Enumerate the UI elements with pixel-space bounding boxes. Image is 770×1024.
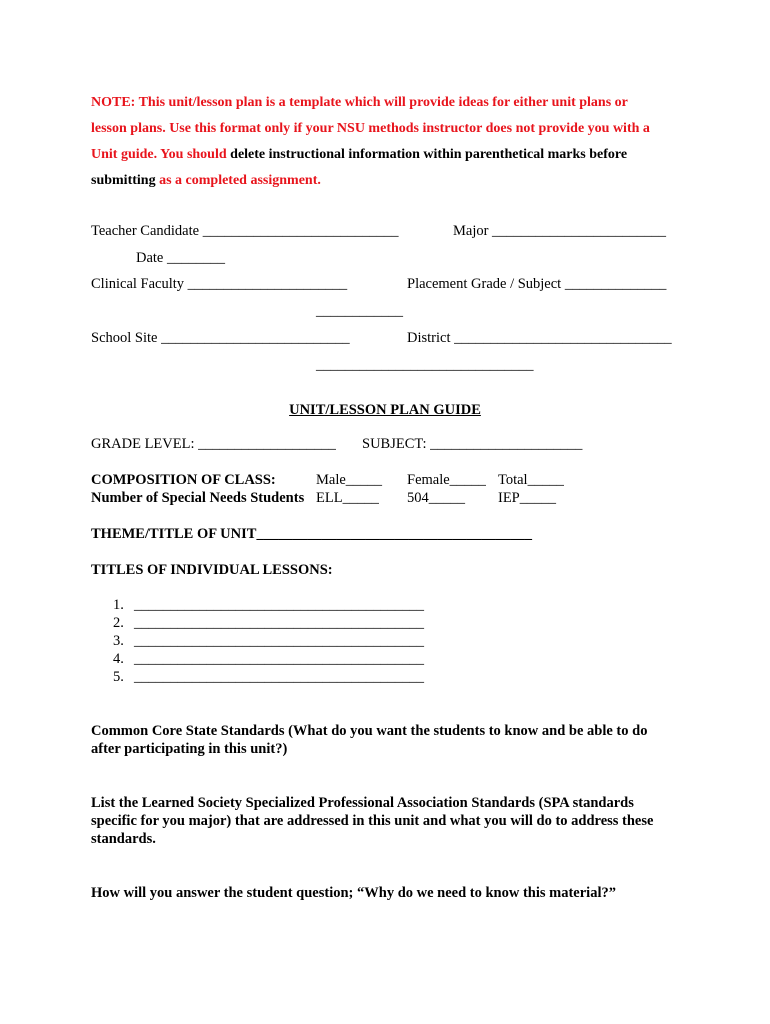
guide-title: UNIT/LESSON PLAN GUIDE	[289, 402, 481, 418]
lesson-number: 4.	[113, 651, 124, 667]
why-question: How will you answer the student question; “Why do we need to know this material?”	[91, 885, 616, 901]
note-line-4	[91, 168, 691, 194]
spa-question-line-1: List the Learned Society Specialized Professional Association Standards (SPA standards	[91, 795, 634, 811]
lesson-number: 1.	[113, 597, 124, 613]
teacher-candidate-field[interactable]: Teacher Candidate ___________________________	[91, 223, 399, 239]
504-field[interactable]: 504_____	[407, 490, 465, 506]
date-field[interactable]: Date ________	[136, 250, 225, 266]
ell-field[interactable]: ELL_____	[316, 490, 379, 506]
lesson-number: 2.	[113, 615, 124, 631]
lesson-title-line[interactable]: ________________________________________	[134, 615, 424, 631]
major-field[interactable]: Major ________________________	[453, 223, 667, 239]
lesson-title-line[interactable]: ________________________________________	[134, 651, 424, 667]
note-line-4-red: as a completed assignment.	[159, 173, 321, 188]
template-note	[91, 90, 691, 194]
district-field-continued[interactable]: ______________________________	[316, 357, 534, 373]
composition-label: COMPOSITION OF CLASS:	[91, 472, 276, 488]
note-line-1: NOTE: This unit/lesson plan is a template which will provide ideas for either unit plans or	[91, 95, 628, 110]
grade-level-field[interactable]: GRADE LEVEL: ___________________	[91, 436, 336, 452]
ccss-question-line-2: after participating in this unit?)	[91, 741, 288, 757]
placement-field[interactable]: Placement Grade / Subject ______________	[407, 276, 667, 292]
ccss-question-line-1: Common Core State Standards (What do you want the students to know and be able to do	[91, 723, 648, 739]
lesson-number: 3.	[113, 633, 124, 649]
spa-question	[91, 794, 691, 848]
lessons-title: TITLES OF INDIVIDUAL LESSONS:	[91, 562, 333, 578]
lesson-title-line[interactable]: ________________________________________	[134, 597, 424, 613]
female-field[interactable]: Female_____	[407, 472, 486, 488]
clinical-faculty-field[interactable]: Clinical Faculty ______________________	[91, 276, 348, 292]
iep-field[interactable]: IEP_____	[498, 490, 556, 506]
note-line-3-black: delete instructional information within parenthetical marks before	[230, 147, 628, 162]
spa-question-line-2: specific for you major) that are addressed in this unit and what you will do to address these	[91, 813, 654, 829]
lesson-title-line[interactable]: ________________________________________	[134, 633, 424, 649]
note-line-3-red: Unit guide. You should	[91, 147, 231, 162]
placement-field-continued[interactable]: ____________	[316, 303, 403, 319]
subject-field[interactable]: SUBJECT: _____________________	[362, 436, 583, 452]
note-line-4-black: submitting	[91, 173, 160, 188]
lesson-title-line[interactable]: ________________________________________	[134, 669, 424, 685]
theme-title-field[interactable]: THEME/TITLE OF UNIT______________________________________	[91, 526, 532, 542]
note-line-2: lesson plans. Use this format only if your NSU methods instructor does not provide you with a	[91, 121, 650, 136]
male-field[interactable]: Male_____	[316, 472, 383, 488]
school-site-field[interactable]: School Site __________________________	[91, 330, 350, 346]
total-field[interactable]: Total_____	[498, 472, 564, 488]
spa-question-line-3: standards.	[91, 831, 156, 847]
lesson-number: 5.	[113, 669, 124, 685]
note-line-3	[91, 142, 691, 168]
special-needs-label: Number of Special Needs Students	[91, 490, 305, 506]
ccss-question	[91, 722, 691, 758]
district-field[interactable]: District ______________________________	[407, 330, 672, 346]
